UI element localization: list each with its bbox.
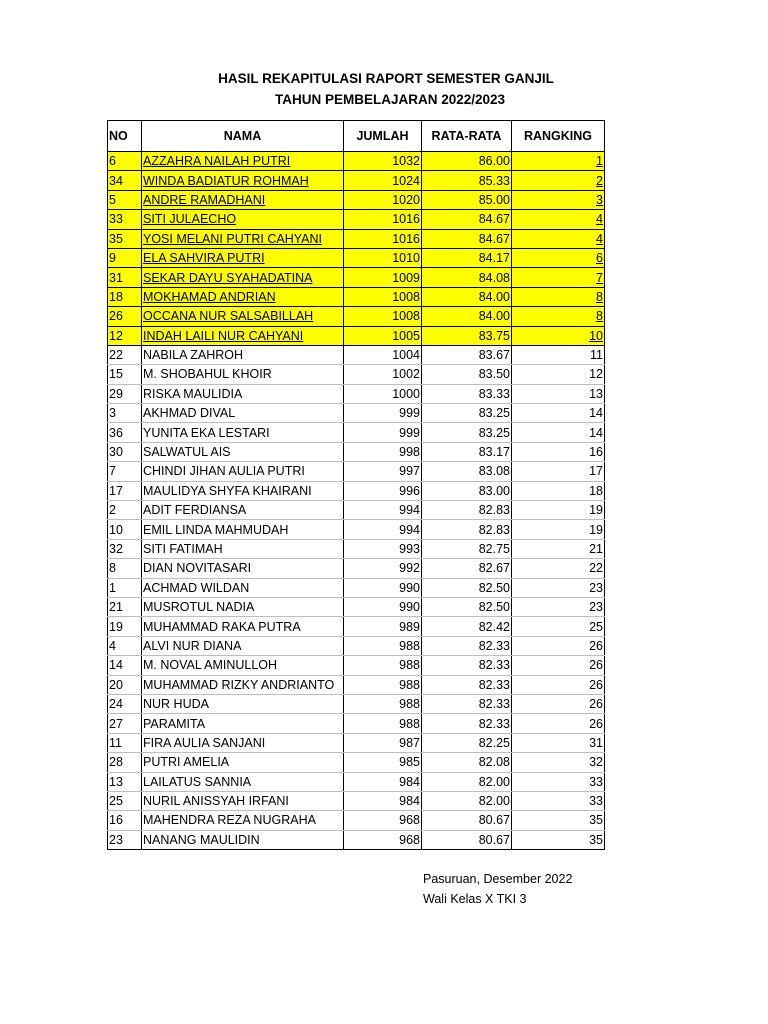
header-jumlah: JUMLAH <box>344 121 422 152</box>
cell-rata-rata: 82.08 <box>422 753 512 772</box>
cell-jumlah: 968 <box>344 830 422 849</box>
cell-rangking: 3 <box>512 190 605 209</box>
cell-rata-rata: 83.33 <box>422 384 512 403</box>
cell-no: 33 <box>108 210 142 229</box>
cell-rata-rata: 82.50 <box>422 597 512 616</box>
cell-rangking: 26 <box>512 675 605 694</box>
cell-jumlah: 1020 <box>344 190 422 209</box>
cell-rangking: 11 <box>512 345 605 364</box>
cell-rangking: 8 <box>512 287 605 306</box>
cell-jumlah: 968 <box>344 811 422 830</box>
cell-rata-rata: 82.00 <box>422 772 512 791</box>
cell-rangking: 35 <box>512 811 605 830</box>
cell-jumlah: 1009 <box>344 268 422 287</box>
cell-jumlah: 984 <box>344 772 422 791</box>
cell-rata-rata: 82.42 <box>422 617 512 636</box>
cell-rata-rata: 80.67 <box>422 830 512 849</box>
cell-rata-rata: 82.25 <box>422 733 512 752</box>
cell-nama: ALVI NUR DIANA <box>142 636 344 655</box>
table-row <box>108 539 605 558</box>
cell-jumlah: 1016 <box>344 210 422 229</box>
cell-jumlah: 990 <box>344 597 422 616</box>
cell-no: 11 <box>108 733 142 752</box>
cell-jumlah: 993 <box>344 539 422 558</box>
cell-nama: EMIL LINDA MAHMUDAH <box>142 520 344 539</box>
cell-jumlah: 988 <box>344 714 422 733</box>
cell-no: 17 <box>108 481 142 500</box>
cell-no: 18 <box>108 287 142 306</box>
cell-rata-rata: 83.25 <box>422 404 512 423</box>
cell-nama: SEKAR DAYU SYAHADATINA <box>142 268 344 287</box>
cell-rata-rata: 85.00 <box>422 190 512 209</box>
cell-rangking: 25 <box>512 617 605 636</box>
cell-jumlah: 997 <box>344 462 422 481</box>
cell-rangking: 14 <box>512 404 605 423</box>
cell-nama: AZZAHRA NAILAH PUTRI <box>142 152 344 171</box>
cell-nama: NANANG MAULIDIN <box>142 830 344 849</box>
cell-rata-rata: 83.75 <box>422 326 512 345</box>
cell-rangking: 22 <box>512 559 605 578</box>
cell-jumlah: 984 <box>344 791 422 810</box>
cell-rangking: 1 <box>512 152 605 171</box>
cell-jumlah: 1024 <box>344 171 422 190</box>
cell-nama: OCCANA NUR SALSABILLAH <box>142 307 344 326</box>
cell-nama: AKHMAD DIVAL <box>142 404 344 423</box>
signer-title: Wali Kelas X TKI 3 <box>423 892 527 906</box>
cell-no: 10 <box>108 520 142 539</box>
cell-nama: FIRA AULIA SANJANI <box>142 733 344 752</box>
cell-jumlah: 988 <box>344 694 422 713</box>
cell-rata-rata: 83.17 <box>422 442 512 461</box>
cell-jumlah: 1008 <box>344 287 422 306</box>
cell-nama: RISKA MAULIDIA <box>142 384 344 403</box>
table-row <box>108 830 605 849</box>
cell-nama: SALWATUL AIS <box>142 442 344 461</box>
table-row <box>108 345 605 364</box>
table-row <box>108 656 605 675</box>
cell-no: 35 <box>108 229 142 248</box>
table-row <box>108 481 605 500</box>
cell-nama: ACHMAD WILDAN <box>142 578 344 597</box>
cell-rata-rata: 82.33 <box>422 675 512 694</box>
cell-no: 23 <box>108 830 142 849</box>
cell-jumlah: 994 <box>344 520 422 539</box>
cell-nama: CHINDI JIHAN AULIA PUTRI <box>142 462 344 481</box>
cell-jumlah: 1016 <box>344 229 422 248</box>
table-row <box>108 365 605 384</box>
cell-rata-rata: 83.00 <box>422 481 512 500</box>
cell-no: 27 <box>108 714 142 733</box>
table-body <box>108 152 605 850</box>
cell-nama: YUNITA EKA LESTARI <box>142 423 344 442</box>
table-row <box>108 229 605 248</box>
cell-nama: MUHAMMAD RIZKY ANDRIANTO <box>142 675 344 694</box>
table-header-row <box>108 121 605 152</box>
cell-no: 5 <box>108 190 142 209</box>
cell-jumlah: 1010 <box>344 248 422 267</box>
cell-jumlah: 988 <box>344 636 422 655</box>
cell-rangking: 6 <box>512 248 605 267</box>
cell-jumlah: 994 <box>344 501 422 520</box>
cell-rangking: 16 <box>512 442 605 461</box>
table-row <box>108 268 605 287</box>
cell-rangking: 4 <box>512 210 605 229</box>
table-row <box>108 326 605 345</box>
table-row <box>108 733 605 752</box>
cell-rangking: 2 <box>512 171 605 190</box>
cell-jumlah: 987 <box>344 733 422 752</box>
table-row <box>108 753 605 772</box>
table-row <box>108 791 605 810</box>
cell-rangking: 7 <box>512 268 605 287</box>
cell-no: 32 <box>108 539 142 558</box>
header-nama: NAMA <box>142 121 344 152</box>
cell-rangking: 13 <box>512 384 605 403</box>
cell-jumlah: 992 <box>344 559 422 578</box>
cell-no: 29 <box>108 384 142 403</box>
cell-nama: SITI JULAECHO <box>142 210 344 229</box>
cell-nama: NURIL ANISSYAH IRFANI <box>142 791 344 810</box>
cell-rangking: 14 <box>512 423 605 442</box>
cell-no: 31 <box>108 268 142 287</box>
table-row <box>108 171 605 190</box>
cell-nama: MUHAMMAD RAKA PUTRA <box>142 617 344 636</box>
cell-no: 36 <box>108 423 142 442</box>
cell-nama: MUSROTUL NADIA <box>142 597 344 616</box>
cell-rangking: 12 <box>512 365 605 384</box>
cell-rata-rata: 86.00 <box>422 152 512 171</box>
cell-jumlah: 1002 <box>344 365 422 384</box>
cell-no: 12 <box>108 326 142 345</box>
cell-no: 4 <box>108 636 142 655</box>
cell-jumlah: 999 <box>344 423 422 442</box>
cell-rangking: 4 <box>512 229 605 248</box>
cell-nama: M. SHOBAHUL KHOIR <box>142 365 344 384</box>
cell-jumlah: 996 <box>344 481 422 500</box>
table-row <box>108 248 605 267</box>
table-row <box>108 307 605 326</box>
cell-rata-rata: 82.00 <box>422 791 512 810</box>
cell-rangking: 8 <box>512 307 605 326</box>
cell-rata-rata: 82.33 <box>422 656 512 675</box>
header-rangking: RANGKING <box>512 121 605 152</box>
cell-rangking: 23 <box>512 597 605 616</box>
cell-nama: MAULIDYA SHYFA KHAIRANI <box>142 481 344 500</box>
place-date: Pasuruan, Desember 2022 <box>423 872 573 886</box>
cell-no: 19 <box>108 617 142 636</box>
cell-no: 8 <box>108 559 142 578</box>
table-row <box>108 152 605 171</box>
table-row <box>108 501 605 520</box>
cell-nama: NABILA ZAHROH <box>142 345 344 364</box>
cell-no: 26 <box>108 307 142 326</box>
cell-jumlah: 988 <box>344 675 422 694</box>
cell-rata-rata: 83.67 <box>422 345 512 364</box>
cell-jumlah: 989 <box>344 617 422 636</box>
cell-rangking: 21 <box>512 539 605 558</box>
header-rata-rata: RATA-RATA <box>422 121 512 152</box>
header-no: NO <box>108 121 142 152</box>
cell-rata-rata: 84.08 <box>422 268 512 287</box>
cell-rata-rata: 82.75 <box>422 539 512 558</box>
cell-no: 6 <box>108 152 142 171</box>
table-row <box>108 597 605 616</box>
table-row <box>108 578 605 597</box>
cell-rata-rata: 82.50 <box>422 578 512 597</box>
cell-jumlah: 985 <box>344 753 422 772</box>
cell-rata-rata: 83.25 <box>422 423 512 442</box>
cell-no: 3 <box>108 404 142 423</box>
cell-no: 34 <box>108 171 142 190</box>
cell-jumlah: 1032 <box>344 152 422 171</box>
table-row <box>108 714 605 733</box>
cell-no: 25 <box>108 791 142 810</box>
table-row <box>108 287 605 306</box>
cell-nama: DIAN NOVITASARI <box>142 559 344 578</box>
table-row <box>108 811 605 830</box>
cell-no: 20 <box>108 675 142 694</box>
cell-rangking: 32 <box>512 753 605 772</box>
cell-no: 30 <box>108 442 142 461</box>
cell-rata-rata: 82.83 <box>422 501 512 520</box>
cell-jumlah: 990 <box>344 578 422 597</box>
table-row <box>108 404 605 423</box>
cell-nama: LAILATUS SANNIA <box>142 772 344 791</box>
table-row <box>108 559 605 578</box>
cell-no: 28 <box>108 753 142 772</box>
cell-rata-rata: 84.67 <box>422 229 512 248</box>
cell-rangking: 19 <box>512 501 605 520</box>
cell-jumlah: 1008 <box>344 307 422 326</box>
cell-nama: NUR HUDA <box>142 694 344 713</box>
ranking-table <box>107 120 605 850</box>
cell-nama: PUTRI AMELIA <box>142 753 344 772</box>
cell-rata-rata: 85.33 <box>422 171 512 190</box>
cell-rangking: 10 <box>512 326 605 345</box>
cell-rata-rata: 82.83 <box>422 520 512 539</box>
cell-rata-rata: 82.33 <box>422 714 512 733</box>
cell-rangking: 26 <box>512 636 605 655</box>
table-row <box>108 772 605 791</box>
cell-no: 7 <box>108 462 142 481</box>
cell-no: 2 <box>108 501 142 520</box>
cell-rata-rata: 82.33 <box>422 636 512 655</box>
cell-rangking: 35 <box>512 830 605 849</box>
table-row <box>108 617 605 636</box>
cell-no: 22 <box>108 345 142 364</box>
table-row <box>108 384 605 403</box>
table-row <box>108 636 605 655</box>
table-row <box>108 675 605 694</box>
cell-rata-rata: 83.08 <box>422 462 512 481</box>
cell-no: 14 <box>108 656 142 675</box>
cell-nama: INDAH LAILI NUR CAHYANI <box>142 326 344 345</box>
cell-no: 21 <box>108 597 142 616</box>
cell-rata-rata: 82.33 <box>422 694 512 713</box>
cell-rata-rata: 82.67 <box>422 559 512 578</box>
cell-rata-rata: 83.50 <box>422 365 512 384</box>
cell-rangking: 33 <box>512 772 605 791</box>
cell-no: 9 <box>108 248 142 267</box>
cell-rata-rata: 84.00 <box>422 287 512 306</box>
table-row <box>108 190 605 209</box>
cell-no: 24 <box>108 694 142 713</box>
cell-rangking: 26 <box>512 656 605 675</box>
cell-nama: WINDA BADIATUR ROHMAH <box>142 171 344 190</box>
cell-no: 1 <box>108 578 142 597</box>
cell-nama: SITI FATIMAH <box>142 539 344 558</box>
table-row <box>108 423 605 442</box>
cell-nama: MAHENDRA REZA NUGRAHA <box>142 811 344 830</box>
cell-nama: M. NOVAL AMINULLOH <box>142 656 344 675</box>
table-row <box>108 520 605 539</box>
document-subtitle: TAHUN PEMBELAJARAN 2022/2023 <box>274 92 506 107</box>
cell-nama: ANDRE RAMADHANI <box>142 190 344 209</box>
cell-rata-rata: 84.17 <box>422 248 512 267</box>
cell-rata-rata: 84.00 <box>422 307 512 326</box>
cell-jumlah: 988 <box>344 656 422 675</box>
cell-no: 15 <box>108 365 142 384</box>
cell-no: 13 <box>108 772 142 791</box>
cell-rangking: 31 <box>512 733 605 752</box>
cell-rata-rata: 80.67 <box>422 811 512 830</box>
cell-rata-rata: 84.67 <box>422 210 512 229</box>
cell-nama: ADIT FERDIANSA <box>142 501 344 520</box>
cell-nama: YOSI MELANI PUTRI CAHYANI <box>142 229 344 248</box>
cell-rangking: 26 <box>512 714 605 733</box>
table-row <box>108 694 605 713</box>
cell-jumlah: 1004 <box>344 345 422 364</box>
cell-rangking: 23 <box>512 578 605 597</box>
cell-jumlah: 998 <box>344 442 422 461</box>
cell-no: 16 <box>108 811 142 830</box>
cell-jumlah: 999 <box>344 404 422 423</box>
cell-nama: MOKHAMAD ANDRIAN <box>142 287 344 306</box>
cell-rangking: 33 <box>512 791 605 810</box>
table-row <box>108 442 605 461</box>
cell-rangking: 26 <box>512 694 605 713</box>
table-row <box>108 462 605 481</box>
cell-nama: ELA SAHVIRA PUTRI <box>142 248 344 267</box>
cell-jumlah: 1005 <box>344 326 422 345</box>
cell-rangking: 19 <box>512 520 605 539</box>
cell-nama: PARAMITA <box>142 714 344 733</box>
cell-rangking: 18 <box>512 481 605 500</box>
cell-rangking: 17 <box>512 462 605 481</box>
cell-jumlah: 1000 <box>344 384 422 403</box>
document-title: HASIL REKAPITULASI RAPORT SEMESTER GANJIL <box>218 71 554 86</box>
table-row <box>108 210 605 229</box>
